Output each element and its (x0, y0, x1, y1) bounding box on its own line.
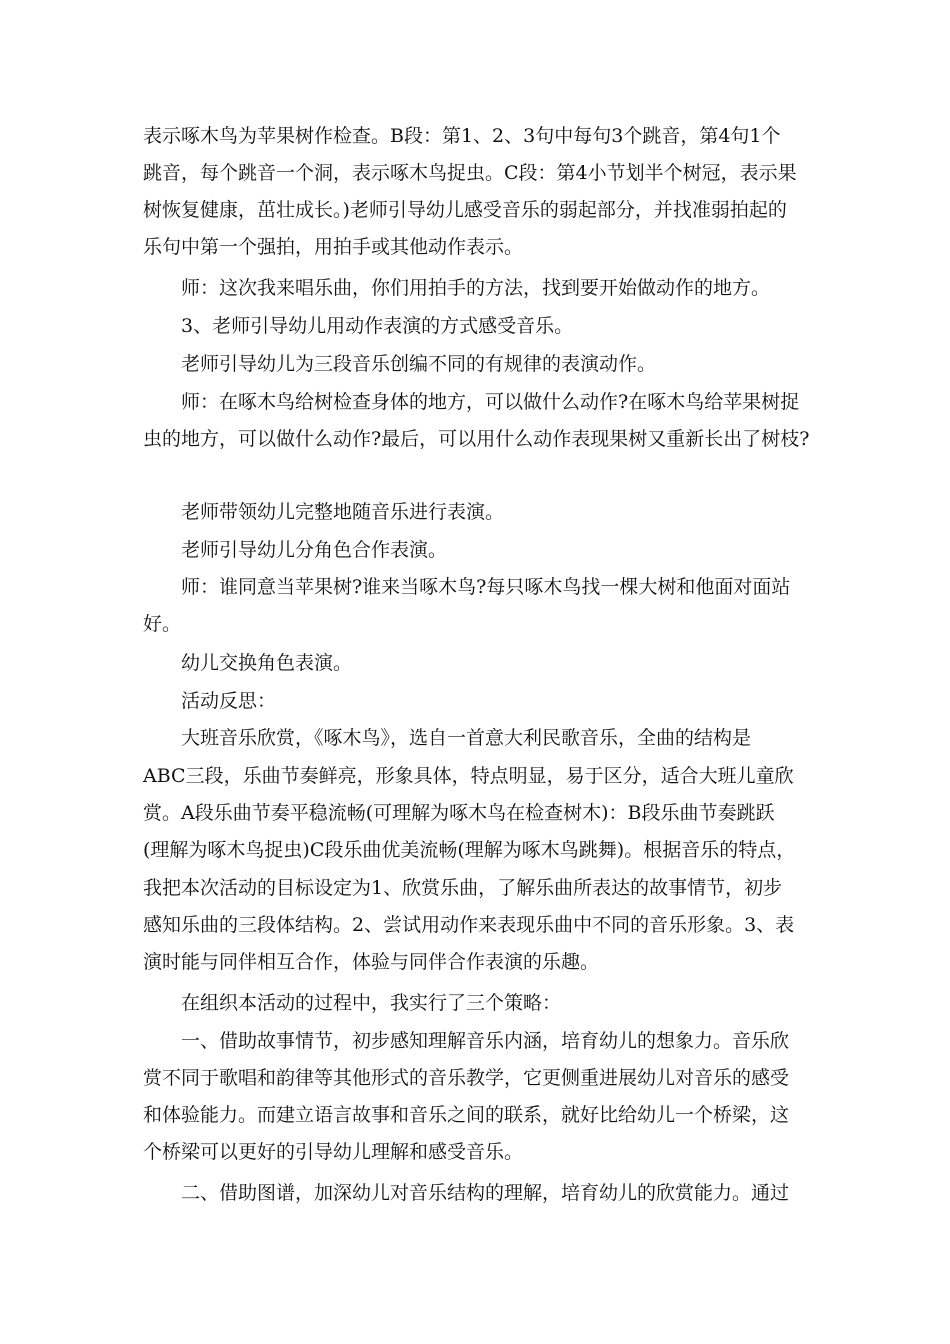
text-line: 在组织本活动的过程中，我实行了三个策略： (181, 992, 562, 1014)
text-line: 3、老师引导幼儿用动作表演的方式感受音乐。 (181, 315, 574, 337)
text-line: 老师引导幼儿为三段音乐创编不同的有规律的表演动作。 (181, 353, 657, 375)
text-line: 个桥梁可以更好的引导幼儿理解和感受音乐。 (143, 1141, 524, 1163)
text-line: 幼儿交换角色表演。 (181, 652, 353, 674)
text-line: 跳音，每个跳音一个洞，表示啄木鸟捉虫。C段：第4小节划半个树冠，表示果 (143, 162, 797, 184)
text-line: 感知乐曲的三段体结构。2、尝试用动作来表现乐曲中不同的音乐形象。3、表 (143, 914, 795, 936)
text-line: 师：在啄木鸟给树检查身体的地方，可以做什么动作?在啄木鸟给苹果树捉 (181, 391, 800, 413)
text-line: 赏。A段乐曲节奏平稳流畅(可理解为啄木鸟在检查树木)：B段乐曲节奏跳跃 (143, 802, 775, 824)
text-line: 一、借助故事情节，初步感知理解音乐内涵，培育幼儿的想象力。音乐欣 (181, 1030, 790, 1052)
text-line: 活动反思： (181, 690, 277, 712)
text-line: 大班音乐欣赏，《啄木鸟》，选自一首意大利民歌音乐，全曲的结构是 (181, 727, 752, 749)
text-line: 演时能与同伴相互合作，体验与同伴合作表演的乐趣。 (143, 951, 600, 973)
text-line: 乐句中第一个强拍，用拍手或其他动作表示。 (143, 236, 524, 258)
text-line: 和体验能力。而建立语言故事和音乐之间的联系，就好比给幼儿一个桥梁，这 (143, 1104, 790, 1126)
text-line: 赏不同于歌唱和韵律等其他形式的音乐教学，它更侧重进展幼儿对音乐的感受 (143, 1067, 790, 1089)
text-line: 树恢复健康，茁壮成长。)老师引导幼儿感受音乐的弱起部分，并找准弱拍起的 (143, 199, 787, 221)
text-line: 我把本次活动的目标设定为1、欣赏乐曲，了解乐曲所表达的故事情节，初步 (143, 877, 783, 899)
text-line: ABC三段，乐曲节奏鲜亮，形象具体，特点明显，易于区分，适合大班儿童欣 (143, 765, 794, 787)
text-line: 老师带领幼儿完整地随音乐进行表演。 (181, 501, 505, 523)
text-line: (理解为啄木鸟捉虫)C段乐曲优美流畅(理解为啄木鸟跳舞)。根据音乐的特点， (143, 839, 796, 861)
text-line: 好。 (143, 613, 182, 635)
text-line: 二、借助图谱，加深幼儿对音乐结构的理解，培育幼儿的欣赏能力。通过 (181, 1182, 790, 1204)
text-line: 老师引导幼儿分角色合作表演。 (181, 539, 448, 561)
text-line: 虫的地方，可以做什么动作?最后，可以用什么动作表现果树又重新长出了树枝? (143, 428, 810, 450)
text-line: 师：谁同意当苹果树?谁来当啄木鸟?每只啄木鸟找一棵大树和他面对面站 (181, 576, 791, 598)
text-line: 师：这次我来唱乐曲，你们用拍手的方法，找到要开始做动作的地方。 (181, 277, 771, 299)
text-line: 表示啄木鸟为苹果树作检查。B段：第1、2、3句中每句3个跳音，第4句1个 (143, 125, 781, 147)
